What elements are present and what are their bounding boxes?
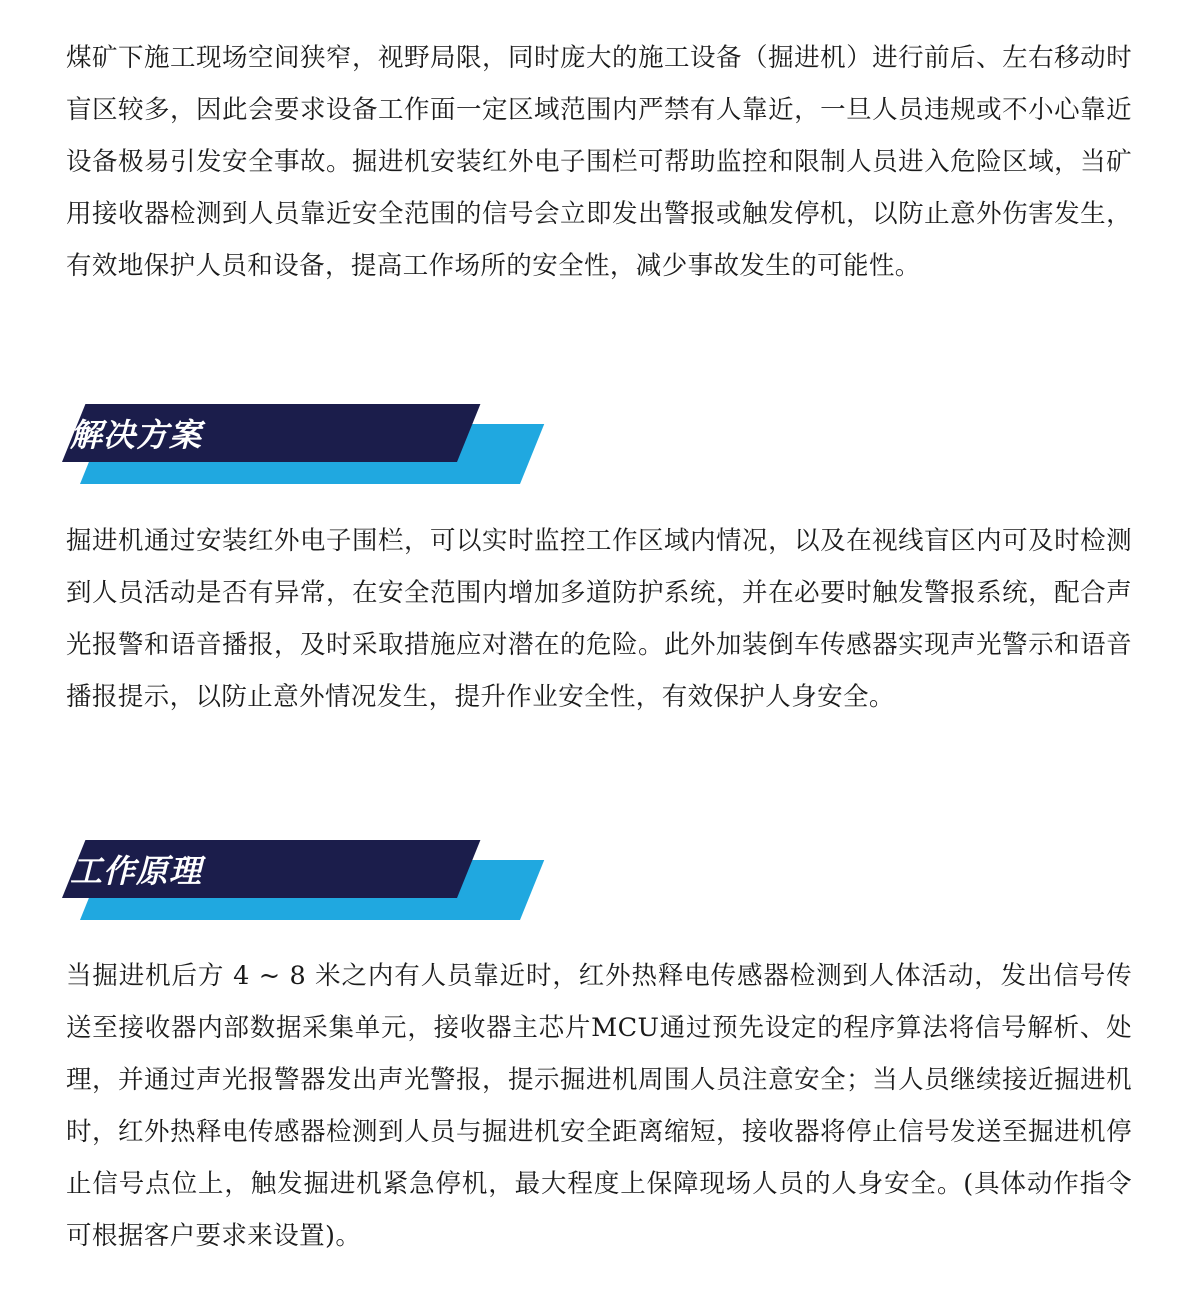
solution-paragraph: 掘进机通过安装红外电子围栏，可以实时监控工作区域内情况，以及在视线盲区内可及时检测到人员活动是否有异常，在安全范围内增加多道防护系统，并在必要时触发警报系统，配合声光报警和语音播报，及时采取措施应对潜在的危险。此外加装倒车传感器实现声光警示和语音播报提示，以防止意外情况发生，提升作业安全性，有效保护人身安全。 xyxy=(66,526,1132,712)
intro-paragraph: 煤矿下施工现场空间狭窄，视野局限，同时庞大的施工设备（掘进机）进行前后、左右移动时盲区较多，因此会要求设备工作面一定区域范围内严禁有人靠近，一旦人员违规或不小心靠近设备极易引发安全事故。掘进机安装红外电子围栏可帮助监控和限制人员进入危险区域，当矿用接收器检测到人员靠近安全范围的信号会立即发出警报或触发停机，以防止意外伤害发生，有效地保护人员和设备，提高工作场所的安全性，减少事故发生的可能性。 xyxy=(66,43,1132,281)
section-banner-principle xyxy=(50,840,530,922)
section-heading-principle: 工作原理 xyxy=(70,852,203,890)
section-heading-solution: 解决方案 xyxy=(70,416,203,454)
section-banner-solution xyxy=(50,404,530,486)
principle-paragraph: 当掘进机后方 4 ~ 8 米之内有人员靠近时，红外热释电传感器检测到人体活动，发出信号传送至接收器内部数据采集单元，接收器主芯片MCU通过预先设定的程序算法将信号解析、处理，并通过声光报警器发出声光警报，提示掘进机周围人员注意安全；当人员继续接近掘进机时，红外热释电传感器检测到人员与掘进机安全距离缩短，接收器将停止信号发送至掘进机停止信号点位上，触发掘进机紧急停机，最大程度上保障现场人员的人身安全。(具体动作指令可根据客户要求来设置)。 xyxy=(66,961,1132,1251)
